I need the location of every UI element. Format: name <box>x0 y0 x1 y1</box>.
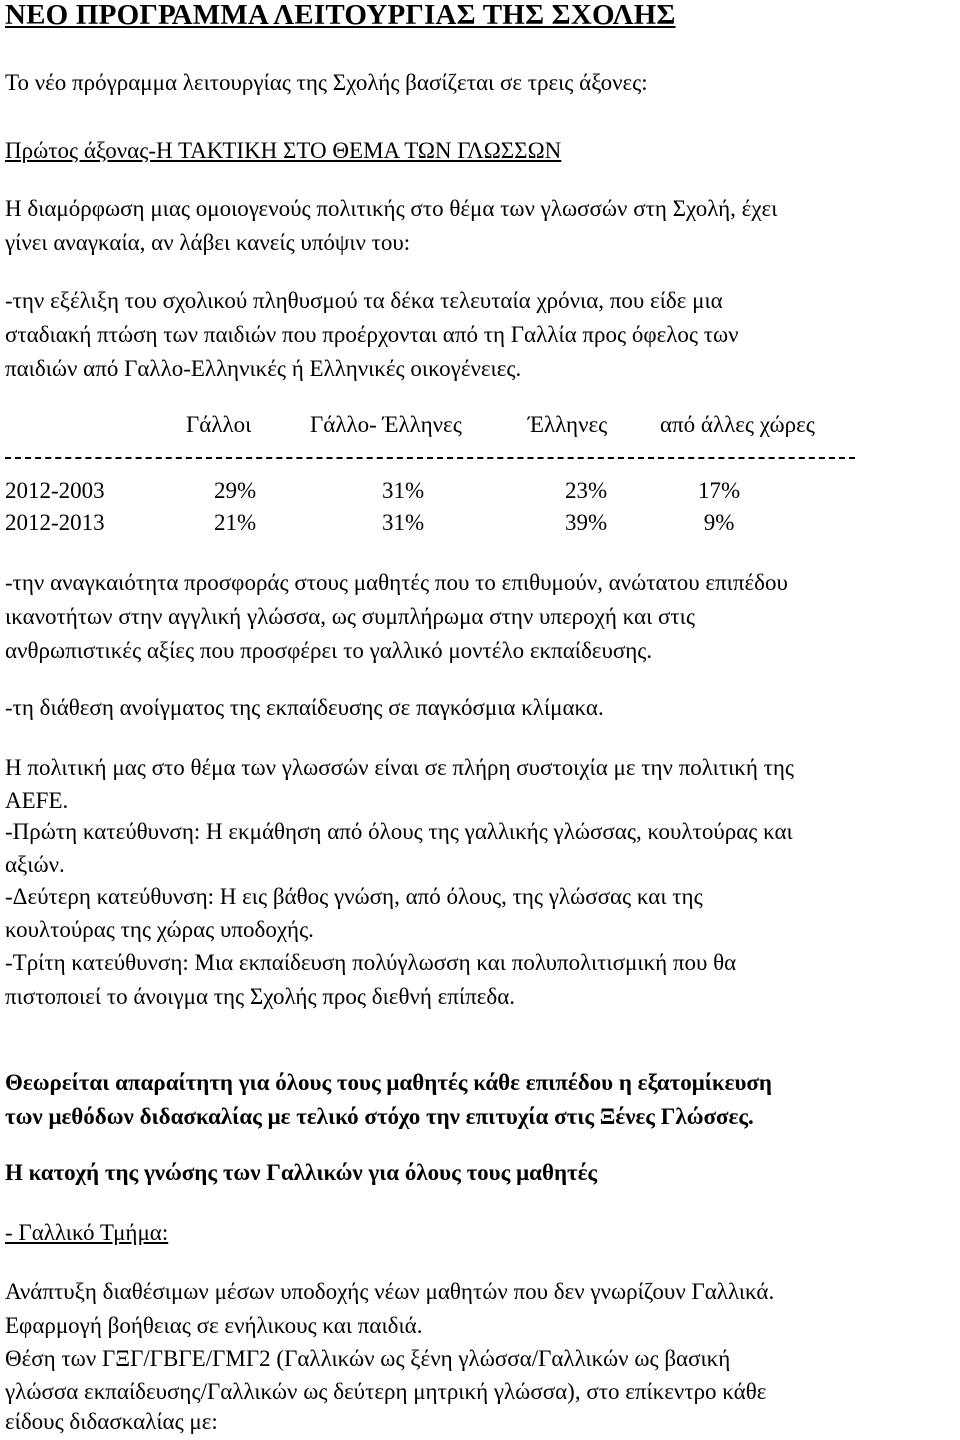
paragraph-line: Ανάπτυξη διαθέσιμων μέσων υποδοχής νέων μαθητών που δεν γνωρίζουν Γαλλικά. <box>5 1279 775 1304</box>
paragraph-line: παιδιών από Γαλλο-Ελληνικές ή Ελληνικές οικογένειες. <box>5 356 522 381</box>
paragraph-line: κουλτούρας της χώρας υποδοχής. <box>5 917 314 942</box>
paragraph-line: πιστοποιεί το άνοιγμα της Σχολής προς διεθνή επίπεδα. <box>5 984 516 1009</box>
paragraph-line: ανθρωπιστικές αξίες που προσφέρει το γαλλικό μοντέλο εκπαίδευσης. <box>5 638 653 663</box>
table-header-greek: Έλληνες <box>528 412 608 437</box>
axis1-heading: Πρώτος άξονας-Η ΤΑΚΤΙΚΗ ΣΤΟ ΘΕΜΑ ΤΩΝ ΓΛΩΣΣΩΝ <box>5 138 562 163</box>
paragraph-line: Θεωρείται απαραίτητη για όλους τους μαθητές κάθε επιπέδου η εξατομίκευση <box>5 1070 772 1095</box>
paragraph-line: -την αναγκαιότητα προσφοράς στους μαθητές που το επιθυμούν, ανώτατου επιπέδου <box>5 570 788 595</box>
table-header-french: Γάλλοι <box>186 412 252 437</box>
paragraph-line: ικανοτήτων στην αγγλική γλώσσα, ως συμπλήρωμα στην υπεροχή και στις <box>5 604 695 629</box>
paragraph-line: σταδιακή πτώση των παιδιών που προέρχονται από τη Γαλλία προς όφελος των <box>5 322 739 347</box>
paragraph-line: -Δεύτερη κατεύθυνση: Η εις βάθος γνώση, από όλους, της γλώσσας και της <box>5 884 703 909</box>
paragraph-line: αξιών. <box>5 852 65 877</box>
intro-text: Το νέο πρόγραμμα λειτουργίας της Σχολής βασίζεται σε τρεις άξονες: <box>5 70 648 95</box>
table-separator <box>5 457 855 462</box>
paragraph-line: είδους διδασκαλίας με: <box>5 1409 218 1434</box>
section-label-french-dept: - Γαλλικό Τμήμα: <box>5 1220 169 1245</box>
paragraph-global-openness: -τη διάθεση ανοίγματος της εκπαίδευσης σε παγκόσμια κλίμακα. <box>5 695 604 720</box>
paragraph-line: γίνει αναγκαία, αν λάβει κανείς υπόψιν του: <box>5 230 411 255</box>
table-cell-period: 2012-2003 <box>5 478 105 503</box>
paragraph-line: γλώσσα εκπαίδευσης/Γαλλικών ως δεύτερη μητρική γλώσσα), στο επίκεντρο κάθε <box>5 1379 767 1404</box>
table-cell: 21% <box>214 510 257 535</box>
table-cell: 31% <box>382 478 425 503</box>
paragraph-line: Εφαρμογή βοήθειας σε ενήλικους και παιδιά. <box>5 1313 423 1338</box>
section-heading-french: Η κατοχή της γνώσης των Γαλλικών για όλους τους μαθητές <box>5 1160 598 1185</box>
table-cell: 31% <box>382 510 425 535</box>
paragraph-line: AEFE. <box>5 788 69 813</box>
paragraph-line: Η πολιτική μας στο θέμα των γλωσσών είναι σε πλήρη συστοιχία με την πολιτική της <box>5 755 795 780</box>
paragraph-line: Η διαμόρφωση μιας ομοιογενούς πολιτικής στο θέμα των γλωσσών στη Σχολή, έχει <box>5 196 778 221</box>
table-header-franco-greek: Γάλλο- Έλληνες <box>310 412 462 437</box>
table-cell: 23% <box>565 478 608 503</box>
paragraph-line: -Τρίτη κατεύθυνση: Μια εκπαίδευση πολύγλωσση και πολυπολιτισμική που θα <box>5 950 737 975</box>
page-title: ΝΕΟ ΠΡΟΓΡΑΜΜΑ ΛΕΙΤΟΥΡΓΙΑΣ ΤΗΣ ΣΧΟΛΗΣ <box>5 0 676 31</box>
paragraph-line: των μεθόδων διδασκαλίας με τελικό στόχο την επιτυχία στις Ξένες Γλώσσες. <box>5 1104 754 1129</box>
table-cell-period: 2012-2013 <box>5 510 105 535</box>
table-header-other: από άλλες χώρες <box>660 412 815 437</box>
table-cell: 29% <box>214 478 257 503</box>
paragraph-line: -Πρώτη κατεύθυνση: Η εκμάθηση από όλους της γαλλικής γλώσσας, κουλτούρας και <box>5 819 793 844</box>
paragraph-line: Θέση των ΓΞΓ/ΓΒΓΕ/ΓΜΓ2 (Γαλλικών ως ξένη γλώσσα/Γαλλικών ως βασική <box>5 1346 731 1371</box>
table-cell: 17% <box>698 478 741 503</box>
table-cell: 39% <box>565 510 608 535</box>
paragraph-line: -την εξέλιξη του σχολικού πληθυσμού τα δέκα τελευταία χρόνια, που είδε μια <box>5 288 723 313</box>
table-cell: 9% <box>698 510 735 535</box>
